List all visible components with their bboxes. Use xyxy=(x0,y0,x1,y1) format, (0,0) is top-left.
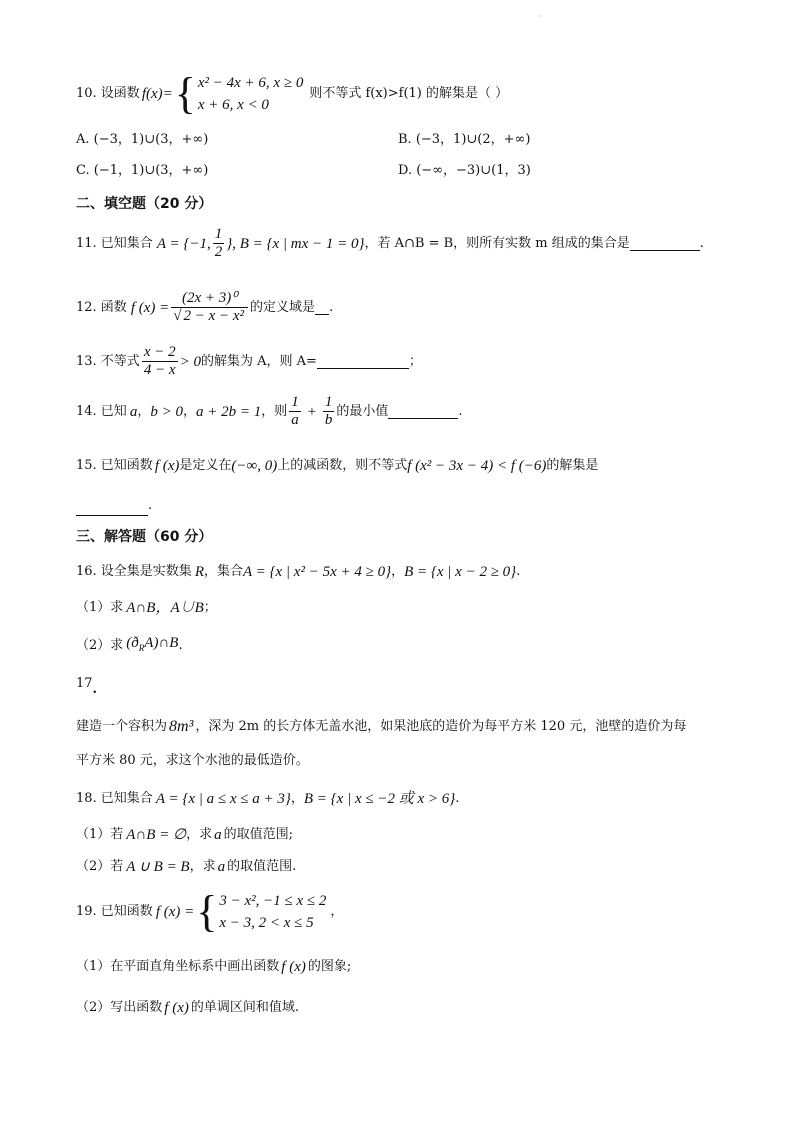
q19-piecewise xyxy=(219,890,326,934)
q14-f1-num: 1 xyxy=(291,394,299,410)
q10-brace: { xyxy=(174,69,196,118)
question-16 xyxy=(76,562,520,582)
q18-p2-end: 的取值范围. xyxy=(227,859,297,874)
q19-case-1: 3 − x², −1 ≤ x ≤ 2 xyxy=(219,893,327,909)
q16-prefix: 16. 设全集是实数集 xyxy=(76,564,192,579)
q12-end: . xyxy=(329,299,334,315)
q11-suffix: ，若 A∩B = B，则所有实数 m 组成的集合是 xyxy=(364,235,630,251)
q16-set-a: A = {x | x² − 5x + 4 ≥ 0} xyxy=(243,564,392,580)
q18-set-a: A = {x | a ≤ x ≤ a + 3} xyxy=(155,791,291,807)
q11-answer-blank[interactable] xyxy=(630,236,700,251)
question-10 xyxy=(76,69,509,118)
q19-p2-label: （2）写出函数 xyxy=(76,1000,163,1015)
q14-f2-den: b xyxy=(324,412,333,428)
q12-denominator xyxy=(171,308,248,325)
q12-radicand: 2 − x − x² xyxy=(183,308,245,324)
q17-line-1 xyxy=(76,717,686,737)
q14-plus: + xyxy=(306,403,317,420)
q14-prefix: 14. 已知 xyxy=(76,403,127,419)
q14-suffix: 的最小值 xyxy=(336,403,389,419)
q10-fname: f(x)= xyxy=(141,86,173,102)
q19-p1-label: （1）在平面直角坐标系中画出函数 xyxy=(76,959,280,974)
q12-answer-blank[interactable] xyxy=(315,300,329,315)
q19-fx: f (x) = xyxy=(155,904,195,920)
q10-option-c: C. (−1，1)∪(3，+∞) xyxy=(76,163,209,178)
q19-p1-end: 的图象; xyxy=(307,959,352,974)
q11-half-num: 1 xyxy=(214,226,223,242)
q14-then: ，则 xyxy=(261,403,288,419)
q19-end: ， xyxy=(330,904,344,919)
q10-option-a: A. (−3，1)∪(3，+∞) xyxy=(76,132,209,147)
question-12 xyxy=(76,290,333,325)
q12-fraction xyxy=(171,290,248,325)
question-17-number xyxy=(76,674,98,697)
q15-answer-line xyxy=(76,496,152,516)
q18-end: . xyxy=(455,791,460,806)
question-11 xyxy=(76,226,704,261)
q13-numerator: x − 2 xyxy=(143,344,176,360)
q19-brace: { xyxy=(196,887,218,936)
q15-end: . xyxy=(148,498,153,513)
q10-piecewise xyxy=(198,72,303,116)
q13-suffix: 的解集为 A，则 A= xyxy=(200,353,317,369)
q17-volume: 8m³ xyxy=(169,718,194,735)
q14-f1-den: a xyxy=(291,412,299,428)
q15-mid: 是定义在 xyxy=(179,458,232,473)
question-15 xyxy=(76,456,598,476)
q18-part-1 xyxy=(76,825,293,845)
q12-fx: f (x) = xyxy=(130,299,170,316)
q17-line-2: 平方米 80 元，求这个水池的最低造价。 xyxy=(76,753,309,768)
question-14 xyxy=(76,394,463,429)
q15-prefix: 15. 已知函数 xyxy=(76,458,153,473)
q17-dot: . xyxy=(92,682,98,697)
q14-b-cond: b > 0 xyxy=(150,403,183,420)
q18-p1-end: 的取值范围; xyxy=(223,827,294,842)
q17-num: 17 xyxy=(76,676,93,691)
q14-sep: ， xyxy=(137,403,151,419)
q18-p1-mid: ，求 xyxy=(186,827,213,842)
q18-prefix: 18. 已知集合 xyxy=(76,791,153,806)
q16-p1-end: ； xyxy=(203,600,217,615)
q18-p1-label: （1）若 xyxy=(76,827,124,842)
q11-half-fraction xyxy=(213,226,225,261)
q15-domain: (−∞, 0) xyxy=(231,458,278,474)
q10-option-d: D. (−∞，−3)∪(1，3) xyxy=(398,163,531,178)
q10-case-2: x + 6, x < 0 xyxy=(197,97,269,113)
q16-p1-math: A∩B，A∪B xyxy=(126,600,204,616)
q19-p1-fx: f (x) xyxy=(281,959,306,975)
q18-sep: ， xyxy=(290,791,304,806)
q10-suffix: 则不等式 f(x)>f(1) 的解集是（ ） xyxy=(309,86,509,101)
q19-part-1 xyxy=(76,957,351,977)
q18-p2-a: a xyxy=(217,859,226,875)
q10-option-b: B. (−3，1)∪(2，+∞) xyxy=(398,132,531,147)
q11-half-den: 2 xyxy=(214,244,223,260)
q16-mid: ，集合 xyxy=(203,564,243,579)
q16-end: . xyxy=(516,564,521,579)
q10-prefix: 10. 设函数 xyxy=(76,86,140,101)
q14-fraction-1 xyxy=(289,394,301,429)
q13-answer-blank[interactable] xyxy=(317,354,409,369)
q16-p2-end: . xyxy=(178,637,183,653)
q12-sqrt-sign: √ xyxy=(173,308,182,324)
q16-r: R xyxy=(194,564,204,580)
q15-mid2: 上的减函数，则不等式 xyxy=(277,458,408,473)
q16-part-1 xyxy=(76,598,217,618)
q11-set-a-start: A = {−1, xyxy=(156,235,211,252)
q19-part-2 xyxy=(76,998,299,1018)
q13-gt: > 0 xyxy=(179,353,201,370)
q12-prefix: 12. 函数 xyxy=(76,299,127,315)
section-2-heading: 二、填空题（20 分） xyxy=(76,196,213,212)
q16-p2-sub: R xyxy=(138,643,145,653)
question-18 xyxy=(76,789,459,809)
q17-line1-a: 建造一个容积为 xyxy=(76,719,168,734)
q18-set-b: B = {x | x ≤ −2 或 x > 6} xyxy=(303,791,456,807)
q17-line1-b: ，深为 2m 的长方体无盖水池，如果池底的造价为每平方米 120 元，池壁的造价为每 xyxy=(195,719,687,734)
q18-p1-a: a xyxy=(214,827,222,843)
q14-end: . xyxy=(458,403,463,419)
q16-p2-math xyxy=(126,633,178,658)
q16-p2-rest: A)∩B xyxy=(144,635,179,651)
q14-a: a xyxy=(129,403,138,420)
corner-dot: · xyxy=(538,12,541,21)
q15-inequality: f (x² − 3x − 4) < f (−6) xyxy=(407,458,547,474)
q15-fx: f (x) xyxy=(154,458,180,474)
q18-p2-mid: ，求 xyxy=(189,859,216,874)
q16-part-2 xyxy=(76,633,183,658)
q12-numerator: (2x + 3)⁰ xyxy=(171,290,248,308)
q14-fraction-2 xyxy=(323,394,335,429)
q16-p2-complement: (ð xyxy=(126,635,139,651)
q16-set-b: B = {x | x − 2 ≥ 0} xyxy=(404,564,517,580)
q19-p2-end: 的单调区间和值域. xyxy=(190,1000,299,1015)
q10-case-1: x² − 4x + 6, x ≥ 0 xyxy=(197,75,304,91)
question-19 xyxy=(76,887,344,936)
q14-f2-num: 1 xyxy=(324,394,333,410)
q19-p2-fx: f (x) xyxy=(164,1000,189,1016)
q13-end: ； xyxy=(408,353,422,369)
q13-denominator: 4 − x xyxy=(143,362,176,378)
q11-prefix: 11. 已知集合 xyxy=(76,235,153,251)
q19-prefix: 19. 已知函数 xyxy=(76,904,153,919)
q12-suffix: 的定义域是 xyxy=(250,299,316,315)
q14-answer-blank[interactable] xyxy=(388,404,458,419)
q16-p2-label: （2）求 xyxy=(76,637,124,653)
q19-case-2: x − 3, 2 < x ≤ 5 xyxy=(219,915,314,931)
q18-p2-label: （2）若 xyxy=(76,859,124,874)
q15-answer-blank[interactable] xyxy=(76,501,148,516)
q14-sep2: ， xyxy=(182,403,196,419)
q18-p1-math: A∩B = ∅ xyxy=(126,827,187,843)
q16-sep: ， xyxy=(391,564,405,579)
q15-suffix: 的解集是 xyxy=(546,458,599,473)
q14-equation: a + 2b = 1 xyxy=(195,403,262,420)
q13-fraction xyxy=(142,344,178,379)
q11-set-a-end: }, B = {x | mx − 1 = 0} xyxy=(226,235,365,252)
section-3-heading: 三、解答题（60 分） xyxy=(76,529,213,545)
q13-prefix: 13. 不等式 xyxy=(76,353,140,369)
q11-end: . xyxy=(699,235,704,251)
question-13 xyxy=(76,344,422,379)
q18-part-2 xyxy=(76,857,296,877)
q16-p1-label: （1）求 xyxy=(76,600,124,615)
q18-p2-math: A ∪ B = B xyxy=(126,859,190,875)
